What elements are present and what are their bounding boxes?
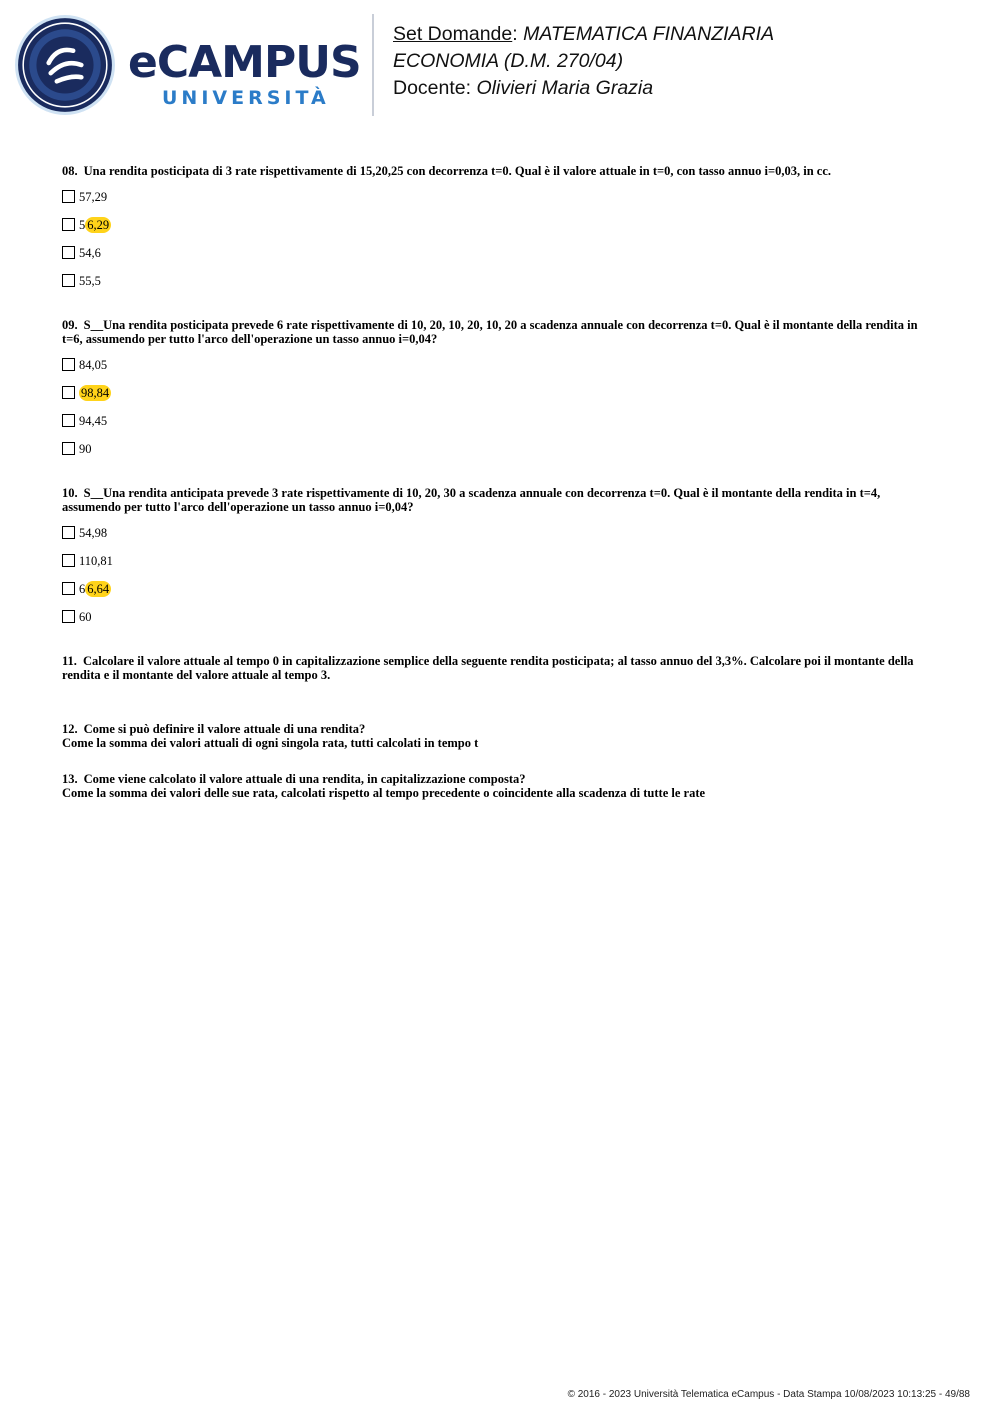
question-number: 10.: [62, 486, 78, 500]
universita-wordmark: UNIVERSITÀ: [162, 87, 330, 109]
option-item: [62, 414, 940, 442]
option-label: [79, 358, 107, 372]
course-title-line: [393, 21, 774, 48]
option-checkbox[interactable]: [62, 414, 75, 427]
option-checkbox[interactable]: [62, 554, 75, 567]
option-item: [62, 582, 940, 610]
option-value: 84,05: [79, 358, 108, 372]
option-item: [62, 358, 940, 386]
option-item: [62, 554, 940, 582]
option-value: 57,29: [79, 190, 108, 204]
option-checkbox[interactable]: [62, 218, 75, 231]
question-09: [62, 318, 940, 470]
docente-name: Olivieri Maria Grazia: [476, 77, 654, 99]
question-number: 09.: [62, 318, 78, 332]
question-10: [62, 486, 940, 638]
question-text: [62, 654, 940, 682]
option-list: [62, 526, 940, 638]
option-item: [62, 190, 940, 218]
question-body: Calcolare il valore attuale al tempo 0 in capitalizzazione semplice della seguente rendita posticipata; al tasso annuo del 3,3%. Calcolare poi il montante della rendita e il montante del valore attuale al tempo 3.: [62, 654, 914, 682]
option-item: [62, 526, 940, 554]
option-label: 6 6,64: [79, 582, 110, 596]
option-checkbox[interactable]: [62, 190, 75, 203]
option-label: [79, 526, 107, 540]
option-item: [62, 610, 940, 638]
option-value: 90: [79, 442, 92, 456]
course-info: [393, 21, 774, 102]
option-item: [62, 246, 940, 274]
answer-text: Come la somma dei valori delle sue rata, calcolati rispetto al tempo precedente o coincidente alla scadenza di tutte le rate: [62, 786, 706, 800]
option-value: 94,45: [79, 414, 108, 428]
option-value: 55,5: [79, 274, 101, 288]
question-11: [62, 654, 940, 682]
page-footer: © 2016 - 2023 Università Telematica eCampus - Data Stampa 10/08/2023 10:13:25 - 49/88: [567, 1389, 970, 1400]
set-separator: :: [512, 23, 518, 45]
question-body: Come si può definire il valore attuale di una rendita?: [83, 722, 366, 736]
option-checkbox[interactable]: [62, 442, 75, 455]
set-label: Set Domande: [393, 23, 513, 45]
correct-answer-highlight: 6,29: [87, 218, 110, 232]
option-value: 54,98: [79, 526, 108, 540]
docente-line: [393, 75, 774, 102]
question-number: 13.: [62, 772, 78, 786]
option-checkbox[interactable]: [62, 246, 75, 259]
option-item: [62, 386, 940, 414]
option-label: 5 6,29: [79, 218, 110, 232]
option-label: [79, 610, 92, 624]
option-item: [62, 274, 940, 302]
question-number: 11.: [62, 654, 77, 668]
correct-answer-highlight: 98,84: [81, 386, 110, 400]
header-divider: [372, 14, 374, 116]
question-number: 12.: [62, 722, 78, 736]
question-12: [62, 722, 940, 750]
option-label: [79, 274, 101, 288]
option-label: [79, 414, 107, 428]
question-13: [62, 772, 940, 800]
question-08: [62, 164, 940, 302]
option-label: [79, 190, 107, 204]
question-text: [62, 722, 940, 736]
course-program: ECONOMIA (D.M. 270/04): [393, 50, 624, 72]
option-value: 110,81: [79, 554, 113, 568]
correct-answer-highlight: 6,64: [87, 582, 110, 596]
option-checkbox[interactable]: [62, 610, 75, 623]
option-checkbox[interactable]: [62, 386, 75, 399]
option-label: [79, 442, 92, 456]
option-checkbox[interactable]: [62, 358, 75, 371]
question-body: Una rendita posticipata di 3 rate rispettivamente di 15,20,25 con decorrenza t=0. Qual è il valore attuale in t=0, con tasso annuo i=0,03, in cc.: [83, 164, 832, 178]
option-list: [62, 358, 940, 470]
ecampus-wordmark: eCAMPUS: [128, 37, 361, 88]
option-value: 54,6: [79, 246, 101, 260]
option-value: 60: [79, 610, 92, 624]
option-item: [62, 218, 940, 246]
question-body: Come viene calcolato il valore attuale di una rendita, in capitalizzazione composta?: [83, 772, 526, 786]
option-checkbox[interactable]: [62, 526, 75, 539]
option-label: [79, 554, 113, 568]
option-list: [62, 190, 940, 302]
course-title: MATEMATICA FINANZIARIA: [523, 23, 775, 45]
ecampus-seal-logo: [14, 14, 116, 116]
question-text: [62, 318, 940, 346]
question-body: S__Una rendita anticipata prevede 3 rate rispettivamente di 10, 20, 30 a scadenza annuale con decorrenza t=0. Qual è il montante della rendita in t=4, assumendo per tutto l'arco dell'operazione un tasso annuo i=0,04?: [62, 486, 881, 514]
question-list: [62, 164, 940, 800]
question-text: [62, 772, 940, 786]
option-checkbox[interactable]: [62, 274, 75, 287]
option-item: [62, 442, 940, 470]
question-body: S__Una rendita posticipata prevede 6 rate rispettivamente di 10, 20, 10, 20, 10, 20 a scadenza annuale con decorrenza t=0. Qual è il montante della rendita in t=6, assumendo per tutto l'arco dell'operazione un tasso annuo i=0,04?: [62, 318, 918, 346]
option-checkbox[interactable]: [62, 582, 75, 595]
page-header: [0, 0, 1000, 130]
question-text: [62, 164, 940, 178]
option-label: [79, 246, 101, 260]
answer-text: Come la somma dei valori attuali di ogni singola rata, tutti calcolati in tempo t: [62, 736, 479, 750]
docente-label: Docente:: [393, 77, 472, 99]
option-label: [79, 386, 111, 400]
question-text: [62, 486, 940, 514]
question-number: 08.: [62, 164, 78, 178]
